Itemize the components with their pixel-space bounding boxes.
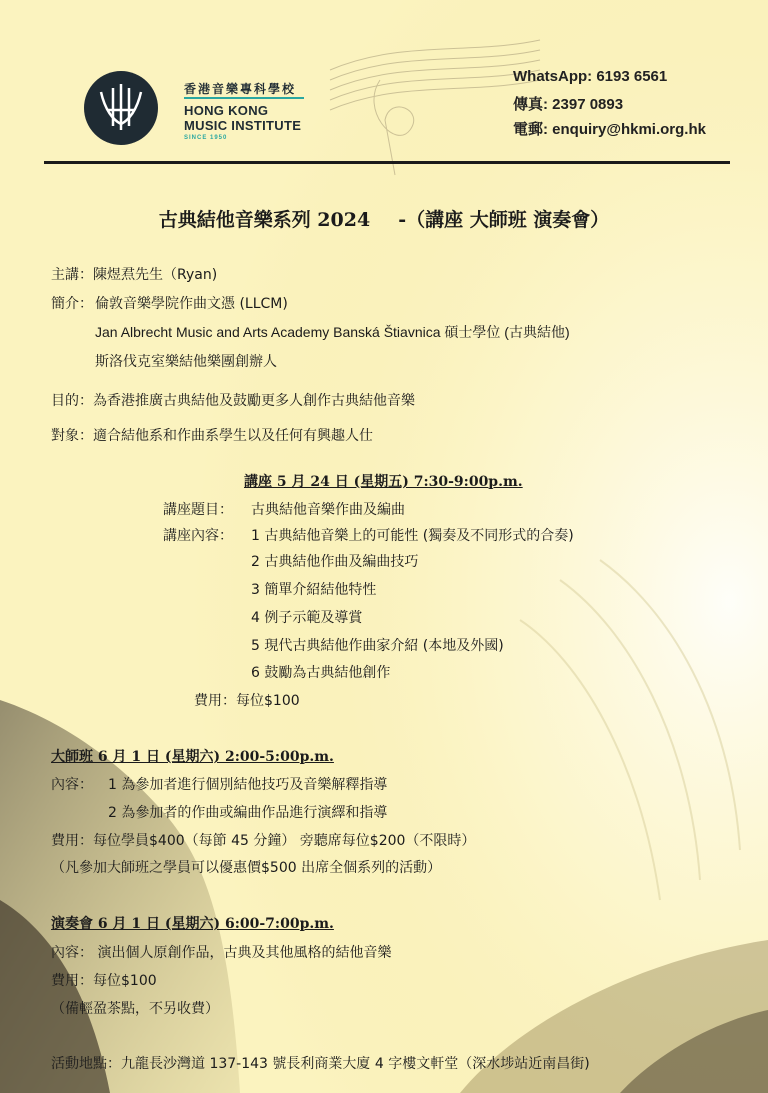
header-rule [44,161,730,164]
lecture-fee: 費用：每位$100 [194,693,300,709]
concert-content: 內容： 演出個人原創作品，古典及其他風格的結他音樂 [51,945,392,961]
venue-line: 活動地點：九龍長沙灣道 137-143 號長利商業大廈 4 字樓文軒堂（深水埗站近南昌街) [51,1056,590,1072]
org-since-year: SINCE 1950 [184,135,228,141]
org-name-english-line2: MUSIC INSTITUTE [184,118,302,133]
fax-contact: 傳真: 2397 0893 [513,96,624,113]
whatsapp-contact: WhatsApp: 6193 6561 [513,68,668,85]
org-name-divider [184,97,304,99]
masterclass-item: 2 為參加者的作曲或編曲作品進行演繹和指導 [108,805,388,821]
concert-note: （備輕盈茶點，不另收費） [51,1001,219,1017]
concert-heading: 演奏會 6 月 1 日 (星期六) 6:00-7:00p.m. [51,916,334,932]
lecture-topic-label: 講座題目： [163,502,233,518]
event-title [0,205,768,232]
lecture-item: 2 古典結他作曲及編曲技巧 [251,554,419,570]
concert-fee: 費用：每位$100 [51,973,157,989]
audience-line: 對象：適合結他系和作曲系學生以及任何有興趣人仕 [51,428,373,444]
lecture-content-label: 講座內容： [163,528,233,544]
masterclass-item: 1 為參加者進行個別結他技巧及音樂解釋指導 [108,777,388,793]
bio-label: 簡介： [51,296,93,312]
email-contact[interactable]: 電郵: enquiry@hkmi.org.hk [513,121,706,138]
masterclass-note: （凡參加大師班之學員可以優惠價$500 出席全個系列的活動） [51,860,442,876]
org-name-english-line1: HONG KONG [184,103,269,118]
purpose-line: 目的：為香港推廣古典結他及鼓勵更多人創作古典結他音樂 [51,393,415,409]
event-title-sub: -（講座 大師班 演奏會） [398,209,610,231]
lecture-item: 3 簡單介紹結他特性 [251,582,377,598]
bio-line-3: 斯洛伐克室樂結他樂團創辦人 [95,354,277,370]
lecture-heading: 講座 5 月 24 日 (星期五) 7:30-9:00p.m. [244,474,523,490]
masterclass-heading: 大師班 6 月 1 日 (星期六) 2:00-5:00p.m. [51,749,334,765]
lecture-item: 6 鼓勵為古典結他創作 [251,665,391,681]
lecture-item: 5 現代古典結他作曲家介紹 (本地及外國) [251,638,504,654]
lecture-item: 1 古典結他音樂上的可能性 (獨奏及不同形式的合奏) [251,528,574,544]
masterclass-content-label: 內容： [51,777,93,793]
lecture-item: 4 例子示範及導賞 [251,610,363,626]
lecture-topic: 古典結他音樂作曲及編曲 [251,502,405,518]
bio-line-1: 倫敦音樂學院作曲文憑 (LLCM) [95,296,288,312]
institute-logo [83,70,159,146]
speaker-line: 主講：陳煜焄先生（Ryan) [51,267,218,283]
event-title-main: 古典結他音樂系列 2024 [158,209,371,231]
org-name-chinese: 香港音樂專科學校 [184,82,297,96]
bio-line-2: Jan Albrecht Music and Arts Academy Banská Štiavnica 碩士學位 (古典結他) [95,324,570,340]
masterclass-fee: 費用：每位學員$400（每節 45 分鐘） 旁聽席每位$200（不限時） [51,833,476,849]
